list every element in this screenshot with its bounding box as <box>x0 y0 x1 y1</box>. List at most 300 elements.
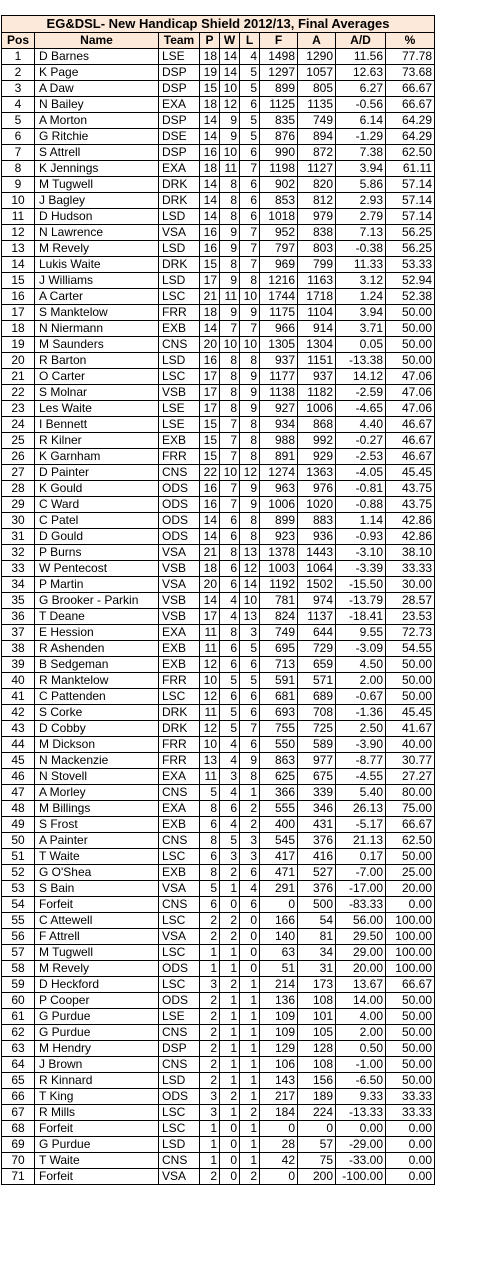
cell-average-difference: 5.86 <box>336 177 386 193</box>
cell-against: 1363 <box>298 465 336 481</box>
cell-percent: 0.00 <box>386 1121 435 1137</box>
header-won: W <box>220 33 240 49</box>
cell-against: 156 <box>298 1073 336 1089</box>
cell-percent: 100.00 <box>386 961 435 977</box>
cell-won: 1 <box>220 881 240 897</box>
cell-team: LSD <box>159 273 200 289</box>
cell-team: DRK <box>159 705 200 721</box>
cell-name: T Waite <box>35 1153 159 1169</box>
table-row <box>2 225 435 241</box>
cell-for: 28 <box>260 1137 298 1153</box>
cell-played: 12 <box>200 721 220 737</box>
cell-pos: 60 <box>2 993 35 1009</box>
cell-percent: 77.78 <box>386 49 435 65</box>
cell-name: J Williams <box>35 273 159 289</box>
cell-for: 963 <box>260 481 298 497</box>
cell-played: 14 <box>200 593 220 609</box>
cell-average-difference: -0.88 <box>336 497 386 513</box>
cell-pos: 10 <box>2 193 35 209</box>
cell-lost: 6 <box>240 705 260 721</box>
cell-for: 1018 <box>260 209 298 225</box>
cell-lost: 6 <box>240 177 260 193</box>
cell-team: LSE <box>159 49 200 65</box>
table-row <box>2 1073 435 1089</box>
table-row <box>2 81 435 97</box>
cell-against: 1104 <box>298 305 336 321</box>
cell-won: 4 <box>220 737 240 753</box>
cell-percent: 27.27 <box>386 769 435 785</box>
cell-percent: 25.00 <box>386 865 435 881</box>
cell-played: 2 <box>200 1009 220 1025</box>
cell-pos: 30 <box>2 513 35 529</box>
cell-team: DSP <box>159 81 200 97</box>
cell-lost: 2 <box>240 1169 260 1185</box>
cell-average-difference: -4.05 <box>336 465 386 481</box>
cell-against: 805 <box>298 81 336 97</box>
cell-won: 4 <box>220 593 240 609</box>
averages-table <box>1 15 435 1185</box>
cell-percent: 30.77 <box>386 753 435 769</box>
cell-won: 9 <box>220 241 240 257</box>
cell-name: M Tugwell <box>35 177 159 193</box>
cell-name: O Carter <box>35 369 159 385</box>
cell-for: 184 <box>260 1105 298 1121</box>
cell-name: Les Waite <box>35 401 159 417</box>
table-row <box>2 65 435 81</box>
cell-team: EXA <box>159 769 200 785</box>
cell-for: 681 <box>260 689 298 705</box>
table-row <box>2 369 435 385</box>
cell-pos: 48 <box>2 801 35 817</box>
cell-team: EXA <box>159 801 200 817</box>
cell-lost: 9 <box>240 753 260 769</box>
cell-pos: 9 <box>2 177 35 193</box>
cell-against: 1163 <box>298 273 336 289</box>
cell-lost: 1 <box>240 1057 260 1073</box>
cell-against: 1304 <box>298 337 336 353</box>
cell-percent: 64.29 <box>386 113 435 129</box>
cell-average-difference: -8.77 <box>336 753 386 769</box>
cell-won: 0 <box>220 1137 240 1153</box>
cell-lost: 2 <box>240 817 260 833</box>
cell-pos: 65 <box>2 1073 35 1089</box>
cell-percent: 100.00 <box>386 913 435 929</box>
cell-pos: 4 <box>2 97 35 113</box>
table-row <box>2 97 435 113</box>
cell-for: 1177 <box>260 369 298 385</box>
cell-average-difference: -33.00 <box>336 1153 386 1169</box>
cell-average-difference: -3.39 <box>336 561 386 577</box>
cell-average-difference: 14.12 <box>336 369 386 385</box>
cell-name: N Bailey <box>35 97 159 113</box>
cell-lost: 6 <box>240 737 260 753</box>
cell-pos: 51 <box>2 849 35 865</box>
cell-average-difference: -13.79 <box>336 593 386 609</box>
cell-lost: 7 <box>240 257 260 273</box>
cell-name: M Dickson <box>35 737 159 753</box>
cell-name: C Pattenden <box>35 689 159 705</box>
cell-won: 4 <box>220 785 240 801</box>
cell-pos: 53 <box>2 881 35 897</box>
cell-team: LSE <box>159 417 200 433</box>
cell-played: 8 <box>200 801 220 817</box>
table-row <box>2 321 435 337</box>
cell-for: 902 <box>260 177 298 193</box>
cell-team: EXB <box>159 433 200 449</box>
cell-team: ODS <box>159 481 200 497</box>
cell-percent: 50.00 <box>386 689 435 705</box>
cell-played: 20 <box>200 577 220 593</box>
cell-pos: 25 <box>2 433 35 449</box>
cell-name: R Kilner <box>35 433 159 449</box>
cell-played: 14 <box>200 513 220 529</box>
cell-pos: 67 <box>2 1105 35 1121</box>
cell-played: 12 <box>200 657 220 673</box>
cell-name: M Billings <box>35 801 159 817</box>
cell-lost: 9 <box>240 305 260 321</box>
table-row <box>2 769 435 785</box>
cell-lost: 5 <box>240 65 260 81</box>
cell-pos: 29 <box>2 497 35 513</box>
cell-percent: 43.75 <box>386 497 435 513</box>
cell-played: 17 <box>200 609 220 625</box>
cell-played: 17 <box>200 369 220 385</box>
cell-for: 876 <box>260 129 298 145</box>
cell-percent: 100.00 <box>386 929 435 945</box>
cell-name: T Deane <box>35 609 159 625</box>
cell-percent: 28.57 <box>386 593 435 609</box>
cell-played: 5 <box>200 785 220 801</box>
cell-team: DSP <box>159 1041 200 1057</box>
cell-team: LSE <box>159 401 200 417</box>
cell-played: 16 <box>200 481 220 497</box>
cell-pos: 43 <box>2 721 35 737</box>
cell-name: F Attrell <box>35 929 159 945</box>
cell-lost: 3 <box>240 849 260 865</box>
cell-against: 872 <box>298 145 336 161</box>
cell-average-difference: 11.56 <box>336 49 386 65</box>
cell-percent: 38.10 <box>386 545 435 561</box>
cell-for: 1297 <box>260 65 298 81</box>
cell-team: DSP <box>159 145 200 161</box>
cell-won: 1 <box>220 1105 240 1121</box>
table-row <box>2 737 435 753</box>
cell-played: 2 <box>200 993 220 1009</box>
cell-lost: 1 <box>240 1041 260 1057</box>
table-row <box>2 1009 435 1025</box>
cell-name: R Manktelow <box>35 673 159 689</box>
table-row <box>2 289 435 305</box>
cell-name: D Painter <box>35 465 159 481</box>
cell-pos: 37 <box>2 625 35 641</box>
cell-lost: 4 <box>240 49 260 65</box>
cell-played: 1 <box>200 945 220 961</box>
cell-won: 7 <box>220 449 240 465</box>
cell-won: 0 <box>220 897 240 913</box>
cell-percent: 47.06 <box>386 369 435 385</box>
cell-pos: 8 <box>2 161 35 177</box>
cell-against: 929 <box>298 449 336 465</box>
cell-team: CNS <box>159 1025 200 1041</box>
cell-for: 966 <box>260 321 298 337</box>
cell-pos: 69 <box>2 1137 35 1153</box>
cell-team: ODS <box>159 961 200 977</box>
cell-name: G Purdue <box>35 1025 159 1041</box>
cell-pos: 58 <box>2 961 35 977</box>
cell-percent: 33.33 <box>386 1089 435 1105</box>
header-lost: L <box>240 33 260 49</box>
cell-played: 2 <box>200 913 220 929</box>
cell-against: 1127 <box>298 161 336 177</box>
cell-percent: 46.67 <box>386 417 435 433</box>
cell-average-difference: -3.10 <box>336 545 386 561</box>
cell-won: 12 <box>220 97 240 113</box>
cell-average-difference: 9.33 <box>336 1089 386 1105</box>
cell-played: 2 <box>200 929 220 945</box>
cell-average-difference: 29.00 <box>336 945 386 961</box>
cell-pos: 5 <box>2 113 35 129</box>
cell-percent: 75.00 <box>386 801 435 817</box>
cell-percent: 73.68 <box>386 65 435 81</box>
table-row <box>2 145 435 161</box>
cell-name: K Gould <box>35 481 159 497</box>
cell-name: E Hession <box>35 625 159 641</box>
cell-pos: 49 <box>2 817 35 833</box>
cell-percent: 50.00 <box>386 1041 435 1057</box>
cell-for: 555 <box>260 801 298 817</box>
cell-played: 8 <box>200 833 220 849</box>
table-row <box>2 49 435 65</box>
cell-lost: 7 <box>240 321 260 337</box>
cell-lost: 2 <box>240 801 260 817</box>
table-row <box>2 401 435 417</box>
cell-for: 471 <box>260 865 298 881</box>
cell-pos: 66 <box>2 1089 35 1105</box>
cell-lost: 6 <box>240 193 260 209</box>
cell-pos: 28 <box>2 481 35 497</box>
cell-team: EXB <box>159 641 200 657</box>
cell-average-difference: 2.93 <box>336 193 386 209</box>
table-row <box>2 721 435 737</box>
cell-for: 291 <box>260 881 298 897</box>
cell-against: 725 <box>298 721 336 737</box>
cell-played: 16 <box>200 225 220 241</box>
cell-team: EXB <box>159 865 200 881</box>
cell-team: LSC <box>159 1121 200 1137</box>
cell-lost: 3 <box>240 625 260 641</box>
cell-played: 17 <box>200 401 220 417</box>
table-row <box>2 241 435 257</box>
header-played: P <box>200 33 220 49</box>
cell-name: S Bain <box>35 881 159 897</box>
cell-lost: 1 <box>240 785 260 801</box>
cell-pos: 36 <box>2 609 35 625</box>
cell-team: FRR <box>159 753 200 769</box>
table-row <box>2 481 435 497</box>
cell-team: LSD <box>159 353 200 369</box>
cell-team: DRK <box>159 721 200 737</box>
cell-name: T King <box>35 1089 159 1105</box>
cell-lost: 6 <box>240 865 260 881</box>
cell-percent: 56.25 <box>386 241 435 257</box>
cell-for: 1378 <box>260 545 298 561</box>
cell-team: LSD <box>159 1073 200 1089</box>
cell-average-difference: -6.50 <box>336 1073 386 1089</box>
cell-for: 366 <box>260 785 298 801</box>
cell-name: C Patel <box>35 513 159 529</box>
cell-against: 979 <box>298 209 336 225</box>
cell-against: 1006 <box>298 401 336 417</box>
cell-won: 2 <box>220 913 240 929</box>
table-row <box>2 977 435 993</box>
cell-percent: 42.86 <box>386 529 435 545</box>
cell-average-difference: 0.17 <box>336 849 386 865</box>
cell-won: 8 <box>220 257 240 273</box>
cell-team: LSD <box>159 209 200 225</box>
cell-for: 899 <box>260 81 298 97</box>
cell-lost: 8 <box>240 769 260 785</box>
cell-for: 545 <box>260 833 298 849</box>
cell-for: 713 <box>260 657 298 673</box>
cell-average-difference: 1.24 <box>336 289 386 305</box>
cell-played: 3 <box>200 1089 220 1105</box>
cell-lost: 9 <box>240 369 260 385</box>
cell-lost: 7 <box>240 225 260 241</box>
cell-percent: 57.14 <box>386 209 435 225</box>
cell-name: A Morley <box>35 785 159 801</box>
table-row <box>2 913 435 929</box>
table-row <box>2 513 435 529</box>
cell-against: 416 <box>298 849 336 865</box>
cell-pos: 44 <box>2 737 35 753</box>
table-row <box>2 1089 435 1105</box>
cell-won: 6 <box>220 513 240 529</box>
cell-for: 781 <box>260 593 298 609</box>
cell-average-difference: 9.55 <box>336 625 386 641</box>
cell-pos: 68 <box>2 1121 35 1137</box>
cell-lost: 8 <box>240 417 260 433</box>
cell-team: LSE <box>159 1009 200 1025</box>
cell-percent: 45.45 <box>386 465 435 481</box>
cell-average-difference: -2.59 <box>336 385 386 401</box>
cell-for: 417 <box>260 849 298 865</box>
cell-won: 7 <box>220 433 240 449</box>
cell-pos: 19 <box>2 337 35 353</box>
cell-average-difference: -0.38 <box>336 241 386 257</box>
cell-team: LSD <box>159 1137 200 1153</box>
table-row <box>2 897 435 913</box>
cell-won: 2 <box>220 977 240 993</box>
cell-played: 11 <box>200 625 220 641</box>
cell-against: 1502 <box>298 577 336 593</box>
cell-won: 5 <box>220 721 240 737</box>
cell-name: B Sedgeman <box>35 657 159 673</box>
cell-name: P Cooper <box>35 993 159 1009</box>
cell-lost: 3 <box>240 833 260 849</box>
cell-lost: 1 <box>240 1025 260 1041</box>
table-row <box>2 529 435 545</box>
cell-percent: 50.00 <box>386 993 435 1009</box>
cell-pos: 42 <box>2 705 35 721</box>
cell-team: DRK <box>159 177 200 193</box>
cell-pos: 45 <box>2 753 35 769</box>
cell-percent: 72.73 <box>386 625 435 641</box>
cell-lost: 6 <box>240 657 260 673</box>
cell-for: 1175 <box>260 305 298 321</box>
cell-against: 128 <box>298 1041 336 1057</box>
cell-average-difference: -0.27 <box>336 433 386 449</box>
cell-average-difference: 20.00 <box>336 961 386 977</box>
cell-lost: 5 <box>240 129 260 145</box>
cell-played: 2 <box>200 1057 220 1073</box>
cell-team: EXB <box>159 817 200 833</box>
cell-won: 6 <box>220 529 240 545</box>
cell-lost: 9 <box>240 481 260 497</box>
cell-lost: 6 <box>240 209 260 225</box>
cell-played: 17 <box>200 385 220 401</box>
cell-for: 835 <box>260 113 298 129</box>
cell-name: Forfeit <box>35 1169 159 1185</box>
cell-team: CNS <box>159 785 200 801</box>
cell-average-difference: 0.50 <box>336 1041 386 1057</box>
table-row <box>2 993 435 1009</box>
cell-won: 10 <box>220 81 240 97</box>
cell-average-difference: -5.17 <box>336 817 386 833</box>
cell-against: 346 <box>298 801 336 817</box>
cell-average-difference: 13.67 <box>336 977 386 993</box>
cell-for: 853 <box>260 193 298 209</box>
cell-played: 19 <box>200 65 220 81</box>
table-body <box>2 49 435 1185</box>
cell-won: 14 <box>220 49 240 65</box>
table-row <box>2 417 435 433</box>
cell-percent: 0.00 <box>386 1153 435 1169</box>
table-row <box>2 1025 435 1041</box>
cell-against: 1137 <box>298 609 336 625</box>
cell-name: N Lawrence <box>35 225 159 241</box>
cell-pos: 15 <box>2 273 35 289</box>
cell-played: 16 <box>200 241 220 257</box>
cell-team: VSA <box>159 1169 200 1185</box>
cell-against: 838 <box>298 225 336 241</box>
cell-percent: 33.33 <box>386 1105 435 1121</box>
cell-won: 1 <box>220 961 240 977</box>
cell-percent: 50.00 <box>386 305 435 321</box>
cell-team: LSC <box>159 913 200 929</box>
cell-played: 2 <box>200 1073 220 1089</box>
cell-team: FRR <box>159 449 200 465</box>
cell-won: 14 <box>220 65 240 81</box>
cell-played: 14 <box>200 193 220 209</box>
cell-for: 937 <box>260 353 298 369</box>
cell-played: 3 <box>200 977 220 993</box>
cell-pos: 24 <box>2 417 35 433</box>
cell-against: 57 <box>298 1137 336 1153</box>
cell-percent: 62.50 <box>386 833 435 849</box>
cell-name: R Kinnard <box>35 1073 159 1089</box>
cell-won: 11 <box>220 161 240 177</box>
cell-against: 1443 <box>298 545 336 561</box>
cell-average-difference: 7.13 <box>336 225 386 241</box>
cell-average-difference: 2.50 <box>336 721 386 737</box>
cell-average-difference: -3.90 <box>336 737 386 753</box>
cell-percent: 100.00 <box>386 945 435 961</box>
cell-against: 937 <box>298 369 336 385</box>
cell-against: 589 <box>298 737 336 753</box>
cell-played: 2 <box>200 1025 220 1041</box>
table-row <box>2 705 435 721</box>
cell-average-difference: -18.41 <box>336 609 386 625</box>
